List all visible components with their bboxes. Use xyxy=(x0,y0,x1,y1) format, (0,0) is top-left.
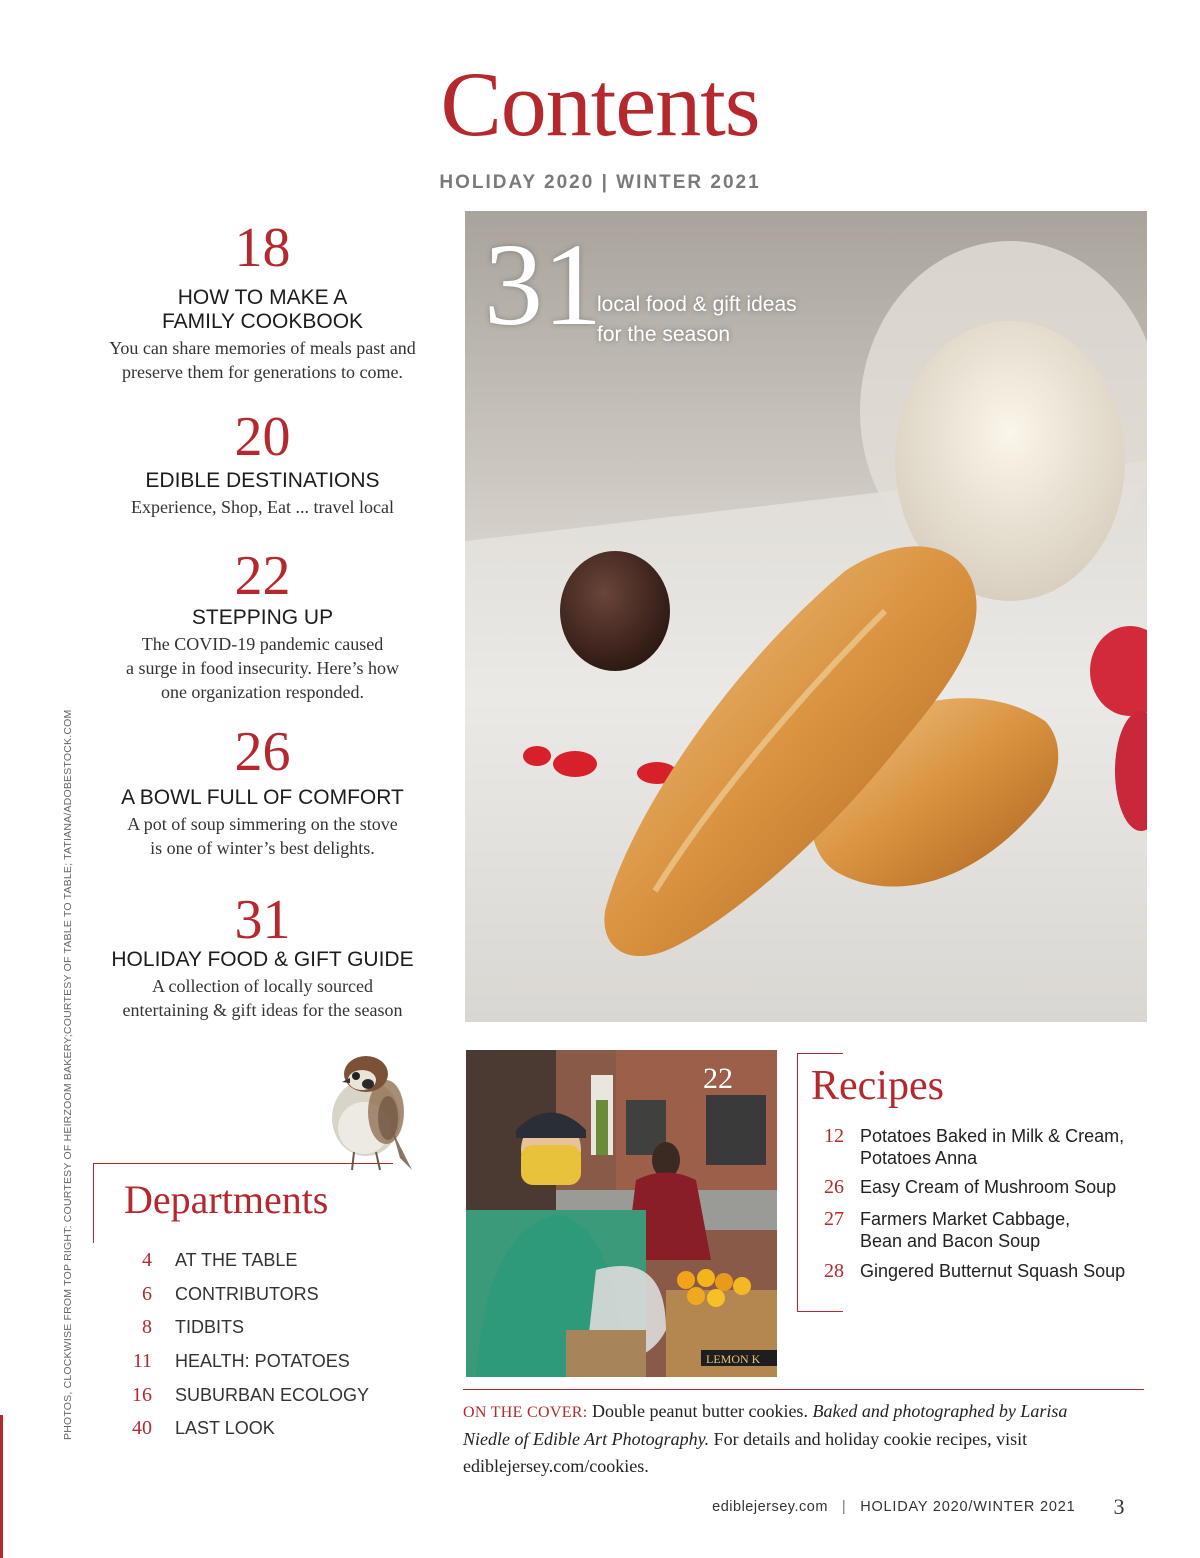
recipe-label: Farmers Market Cabbage, xyxy=(860,1209,1071,1229)
photo-credit-text: PHOTOS, CLOCKWISE FROM TOP RIGHT: COURTESY OF HEIRZOOM BAKERY;COURTESY OF TABLE TO TABLE; TATIANA/ADOBESTOCK.COM xyxy=(62,709,74,1440)
department-label: TIDBITS xyxy=(175,1317,245,1338)
page-edge-rule xyxy=(0,1415,3,1558)
feature-item[interactable] xyxy=(95,545,430,704)
department-page-number: 40 xyxy=(132,1417,152,1440)
cover-divider xyxy=(463,1389,1144,1390)
list-item[interactable] xyxy=(110,1345,369,1379)
list-item[interactable] xyxy=(110,1311,369,1345)
lemon-box-label: LEMON K xyxy=(706,1352,761,1366)
feature-description: preserve them for generations to come. xyxy=(122,362,403,382)
feature-page-number: 31 xyxy=(234,889,291,951)
list-item[interactable] xyxy=(810,1260,1160,1282)
feature-headline: FAMILY COOKBOOK xyxy=(161,310,364,333)
list-item[interactable] xyxy=(810,1176,1160,1198)
hero-caption xyxy=(597,290,857,350)
footer-separator: | xyxy=(841,1499,847,1515)
masthead xyxy=(0,53,1200,194)
department-page-number: 4 xyxy=(142,1249,152,1272)
feature-description: one organization responded. xyxy=(160,682,365,702)
page-title: Contents xyxy=(440,53,760,155)
footer-site[interactable]: ediblejersey.com xyxy=(712,1499,828,1515)
feature-headline: HOLIDAY FOOD & GIFT GUIDE xyxy=(111,948,414,971)
footer-issue: HOLIDAY 2020/WINTER 2021 xyxy=(860,1499,1076,1515)
photo-page-number: 22 xyxy=(703,1062,733,1095)
recipe-label: Easy Cream of Mushroom Soup xyxy=(860,1177,1117,1197)
department-page-number: 16 xyxy=(132,1383,152,1406)
department-page-number: 6 xyxy=(142,1282,152,1305)
feature-description: You can share memories of meals past and xyxy=(109,338,416,358)
feature-description: The COVID-19 pandemic caused xyxy=(141,634,384,654)
hero-page-number: 31 xyxy=(484,219,602,350)
department-label: AT THE TABLE xyxy=(175,1250,298,1271)
page-footer xyxy=(712,1494,1125,1520)
feature-headline: HOW TO MAKE A xyxy=(177,286,348,309)
department-page-number: 8 xyxy=(142,1316,152,1339)
feature-page-number: 26 xyxy=(234,721,291,783)
feature-page-number: 18 xyxy=(234,217,291,279)
feature-headline: STEPPING UP xyxy=(191,606,334,629)
recipe-label: Potatoes Anna xyxy=(860,1148,978,1168)
feature-item[interactable] xyxy=(95,721,430,860)
recipe-page-number: 12 xyxy=(824,1125,844,1147)
department-label: LAST LOOK xyxy=(175,1418,275,1439)
sparrow-illustration xyxy=(314,1046,424,1176)
cover-note-text: Double peanut butter cookies. xyxy=(587,1401,813,1421)
cover-note-text: For details and holiday cookie recipes, visit ediblejersey.com/cookies. xyxy=(463,1429,1028,1476)
recipe-label: Gingered Butternut Squash Soup xyxy=(860,1261,1126,1281)
recipe-page-number: 28 xyxy=(824,1260,844,1282)
list-item[interactable] xyxy=(110,1378,369,1412)
list-item[interactable] xyxy=(810,1125,1160,1169)
issue-label: HOLIDAY 2020 | WINTER 2021 xyxy=(439,172,761,193)
cover-note-credit: Baked and photographed by Larisa Niedle of Edible Art Photography. xyxy=(463,1401,1068,1449)
list-item[interactable] xyxy=(810,1208,1160,1252)
recipes-title: Recipes xyxy=(811,1063,944,1109)
cover-note xyxy=(463,1398,1073,1480)
feature-page-number: 20 xyxy=(234,406,291,468)
feature-item[interactable] xyxy=(95,217,430,384)
feature-description: A collection of locally sourced xyxy=(152,976,373,996)
recipe-label: Potatoes Baked in Milk & Cream, xyxy=(860,1126,1125,1146)
feature-headline: EDIBLE DESTINATIONS xyxy=(145,469,380,492)
hero-caption-line: local food & gift ideas xyxy=(597,293,797,316)
recipe-page-number: 26 xyxy=(824,1176,844,1198)
cover-note-lead: ON THE COVER: xyxy=(463,1404,588,1421)
feature-page-number: 22 xyxy=(234,545,291,607)
department-page-number: 11 xyxy=(132,1350,152,1373)
list-item[interactable] xyxy=(110,1278,369,1312)
feature-description: a surge in food insecurity. Here’s how xyxy=(126,658,399,678)
department-label: SUBURBAN ECOLOGY xyxy=(175,1384,370,1405)
recipe-label: Bean and Bacon Soup xyxy=(860,1231,1041,1251)
department-label: HEALTH: POTATOES xyxy=(175,1351,350,1372)
feature-description: is one of winter’s best delights. xyxy=(150,838,375,858)
footer-page-number: 3 xyxy=(1113,1494,1125,1519)
list-item[interactable] xyxy=(110,1412,369,1446)
food-distribution-photo[interactable] xyxy=(466,1050,777,1377)
feature-item[interactable] xyxy=(80,889,445,1022)
hero-caption-line: for the season xyxy=(597,323,731,346)
feature-description: Experience, Shop, Eat ... travel local xyxy=(131,497,394,517)
photo-credit xyxy=(62,709,80,1440)
feature-description: A pot of soup simmering on the stove xyxy=(127,814,398,834)
departments-title: Departments xyxy=(124,1177,329,1222)
list-item[interactable] xyxy=(110,1244,369,1278)
departments-list xyxy=(110,1244,369,1446)
feature-description: entertaining & gift ideas for the season xyxy=(122,1000,403,1020)
feature-item[interactable] xyxy=(95,406,430,519)
recipe-page-number: 27 xyxy=(824,1208,844,1230)
feature-headline: A BOWL FULL OF COMFORT xyxy=(121,786,404,809)
department-label: CONTRIBUTORS xyxy=(175,1283,319,1304)
